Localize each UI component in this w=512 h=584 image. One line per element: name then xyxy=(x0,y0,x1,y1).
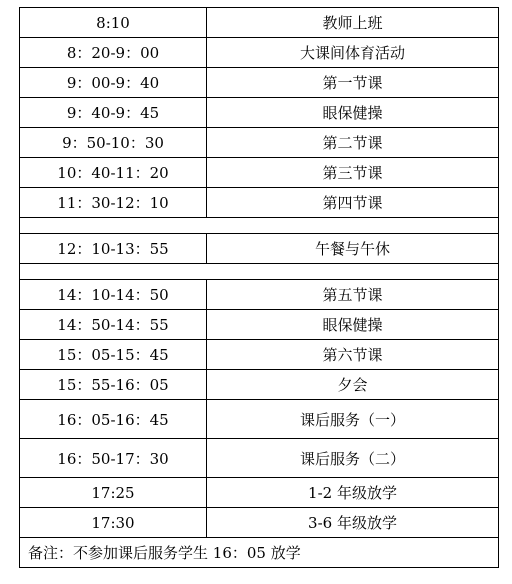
table-row xyxy=(20,280,499,310)
spacer-row xyxy=(20,264,499,280)
activity-cell: 3-6 年级放学 xyxy=(207,508,499,538)
activity-cell: 课后服务（一） xyxy=(207,400,499,439)
note-row xyxy=(20,538,499,568)
spacer-row xyxy=(20,218,499,234)
table-row xyxy=(20,234,499,264)
activity-cell: 第四节课 xyxy=(207,188,499,218)
spacer-cell xyxy=(20,218,499,234)
table-row xyxy=(20,439,499,478)
time-cell: 14：50-14：55 xyxy=(20,310,207,340)
activity-cell: 眼保健操 xyxy=(207,310,499,340)
table-row xyxy=(20,188,499,218)
activity-cell: 夕会 xyxy=(207,370,499,400)
table-row xyxy=(20,8,499,38)
time-cell: 14：10-14：50 xyxy=(20,280,207,310)
table-row xyxy=(20,38,499,68)
time-cell: 17:25 xyxy=(20,478,207,508)
note-cell: 备注：不参加课后服务学生 16：05 放学 xyxy=(20,538,499,568)
activity-cell: 大课间体育活动 xyxy=(207,38,499,68)
table-row xyxy=(20,508,499,538)
time-cell: 11：30-12：10 xyxy=(20,188,207,218)
time-cell: 8：20-9：00 xyxy=(20,38,207,68)
table-row xyxy=(20,370,499,400)
activity-cell: 教师上班 xyxy=(207,8,499,38)
time-cell: 12：10-13：55 xyxy=(20,234,207,264)
activity-cell: 午餐与午休 xyxy=(207,234,499,264)
time-cell: 9：00-9：40 xyxy=(20,68,207,98)
time-cell: 15：55-16：05 xyxy=(20,370,207,400)
table-row xyxy=(20,400,499,439)
activity-cell: 第一节课 xyxy=(207,68,499,98)
table-row xyxy=(20,158,499,188)
time-cell: 16：05-16：45 xyxy=(20,400,207,439)
activity-cell: 眼保健操 xyxy=(207,98,499,128)
table-row xyxy=(20,98,499,128)
activity-cell: 第五节课 xyxy=(207,280,499,310)
time-cell: 16：50-17：30 xyxy=(20,439,207,478)
table-row xyxy=(20,340,499,370)
table-row xyxy=(20,128,499,158)
schedule-body xyxy=(20,8,499,568)
schedule-table xyxy=(19,7,499,568)
time-cell: 8:10 xyxy=(20,8,207,38)
activity-cell: 第三节课 xyxy=(207,158,499,188)
table-row xyxy=(20,310,499,340)
time-cell: 15：05-15：45 xyxy=(20,340,207,370)
activity-cell: 1-2 年级放学 xyxy=(207,478,499,508)
table-row xyxy=(20,478,499,508)
time-cell: 10：40-11：20 xyxy=(20,158,207,188)
activity-cell: 课后服务（二） xyxy=(207,439,499,478)
time-cell: 9：50-10：30 xyxy=(20,128,207,158)
spacer-cell xyxy=(20,264,499,280)
time-cell: 9：40-9：45 xyxy=(20,98,207,128)
time-cell: 17:30 xyxy=(20,508,207,538)
activity-cell: 第二节课 xyxy=(207,128,499,158)
table-row xyxy=(20,68,499,98)
activity-cell: 第六节课 xyxy=(207,340,499,370)
